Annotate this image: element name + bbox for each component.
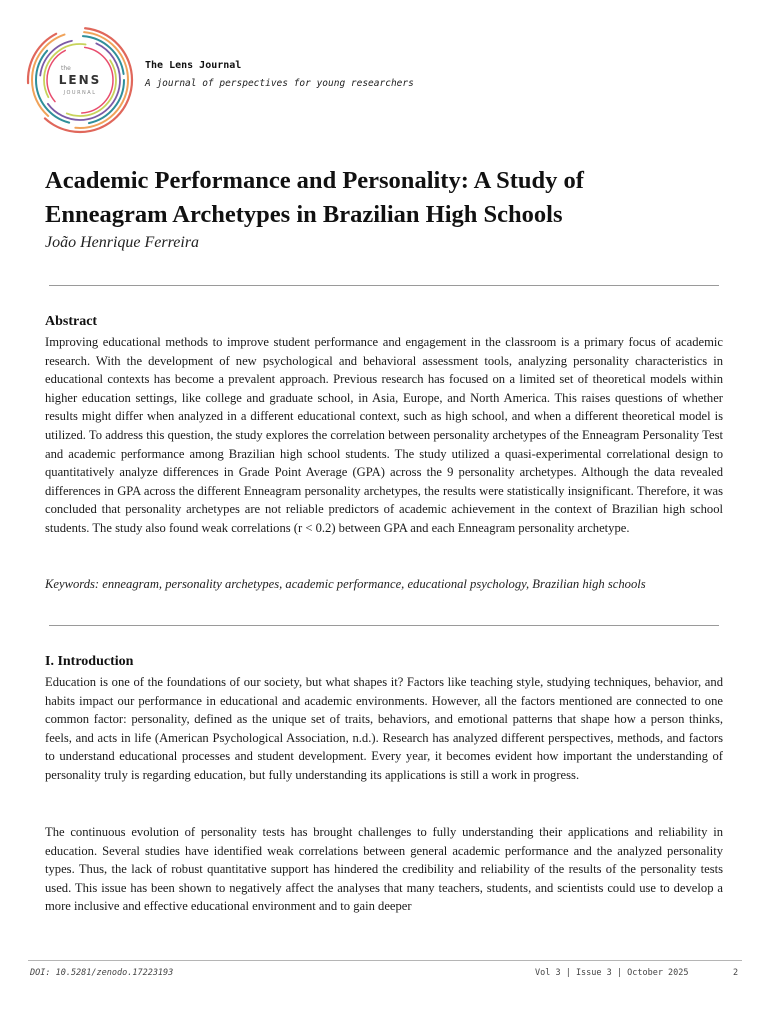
logo-small-bottom: JOURNAL <box>63 90 97 96</box>
abstract-text: Improving educational methods to improve student performance and engagement in the classroom is a primary focus of academic research. With the development of new psychological and behavioral assessment tools, analyzing personality characteristics in educational contexts has become a prevalent approach. Previous research has focused on a limited set of theoretical models within higher education settings, like college and graduate school, in Asia, Europe, and North America. This raises questions of whether results might differ when analyzed in a different educational context, such as high school, and when a different theoretical model is utilized. To address this question, the study explores the correlation between personality archetypes of the Enneagram Personality Test and academic performance among Brazilian high school students. The study utilized a quasi-experimental correlational design to quantitatively analyze differences in Grade Point Average (GPA) across the 9 personality archetypes. Although the data revealed differences in GPA across the different Enneagram personality archetypes, the results were statistically insignificant. Therefore, it was concluded that personality archetypes are not reliable predictors of academic achievement in the context of Brazilian high school students. The study also found weak correlations (r < 0.2) between GPA and each Enneagram personality archetype. <box>45 335 723 535</box>
divider-middle <box>49 625 719 626</box>
introduction-paragraph-2: The continuous evolution of personality tests has brought challenges to fully understanding their applications and reliability in education. Several studies have identified weak correlations between general academic performance and the analyzed personality types. Thus, the lack of robust quantitative support has hindered the credibility and reliability of the results of the personality tests used. This issue has been shown to negatively affect the analyses that many teachers, students, and scientists could use to develop a more inclusive and effective educational environment and to gain deeper <box>45 825 723 914</box>
journal-logo <box>24 24 136 136</box>
introduction-paragraph-1: Education is one of the foundations of our society, but what shapes it? Factors like teaching style, studying techniques, behavior, and habits impact our performance in educational and academic environments. However, all the factors mentioned are connected to one common factor: personality, defined as the unique set of traits, behaviors, and emotional patterns that shape how a person thinks, feels, and acts in life (American Psychological Association, n.d.). Research has analyzed different perspectives, methods, and factors to understand educational processes and student development. Every year, it becomes evident how important the understanding of personality truly is regarding education, but fully understanding its applications is still a work in progress. <box>45 675 723 782</box>
article-title-line2: Enneagram Archetypes in Brazilian High Schools <box>45 201 563 228</box>
logo-small-top: the <box>61 65 71 72</box>
footer-issue: Vol 3 | Issue 3 | October 2025 <box>535 968 689 978</box>
journal-name: The Lens Journal <box>145 60 242 71</box>
divider-top <box>49 285 719 286</box>
page-number: 2 <box>733 968 739 978</box>
journal-tagline: A journal of perspectives for young researchers <box>145 78 414 89</box>
introduction-heading: I. Introduction <box>45 654 134 669</box>
abstract-heading: Abstract <box>45 314 98 329</box>
article-author: João Henrique Ferreira <box>45 234 200 251</box>
footer-doi: DOI: 10.5281/zenodo.17223193 <box>30 968 174 978</box>
footer-divider <box>28 960 742 961</box>
logo-word: LENS <box>58 73 102 87</box>
journal-header <box>24 24 724 144</box>
article-title-line1: Academic Performance and Personality: A Study of <box>45 167 584 194</box>
keywords: Keywords: enneagram, personality archetypes, academic performance, educational psychology, Brazilian high schools <box>45 577 646 591</box>
article-title <box>45 164 735 232</box>
